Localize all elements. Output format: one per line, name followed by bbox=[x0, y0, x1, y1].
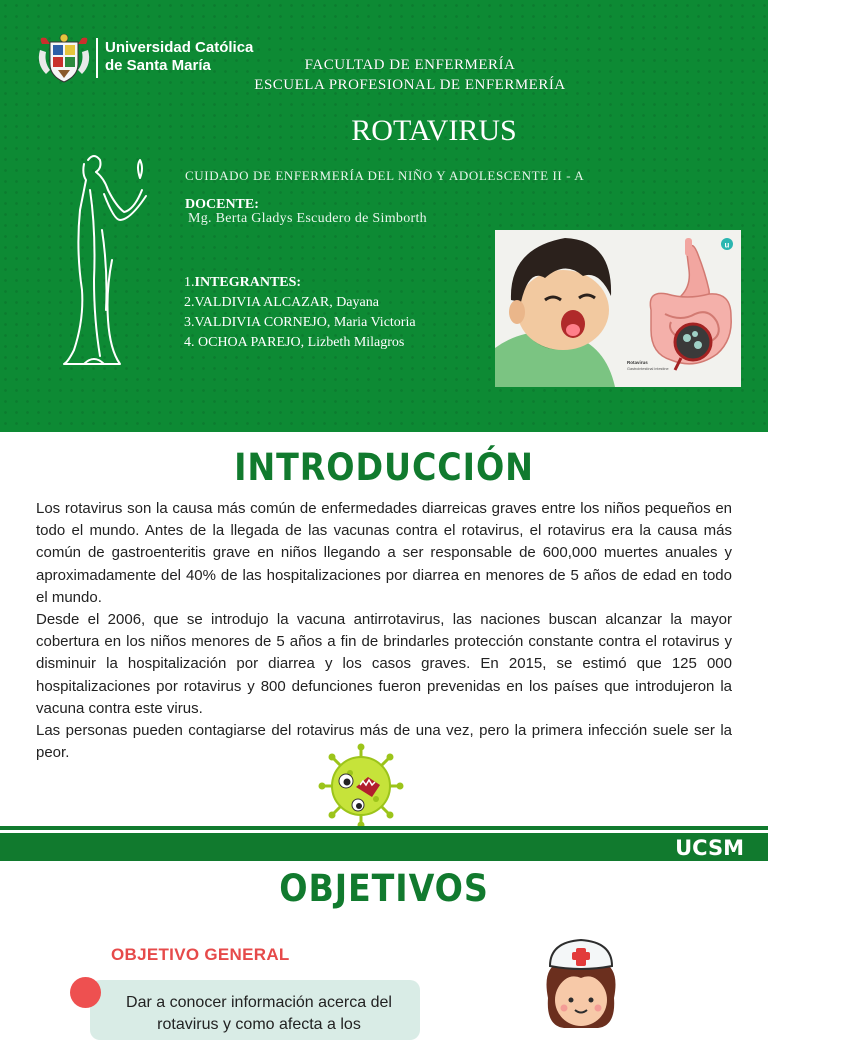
virus-cartoon-icon bbox=[318, 743, 404, 829]
brand-label: UCSM bbox=[675, 836, 744, 860]
docente-name: Mg. Berta Gladys Escudero de Simborth bbox=[188, 211, 427, 226]
logo-divider bbox=[96, 38, 98, 78]
child-and-intestine-illustration bbox=[495, 230, 741, 387]
course-name: CUIDADO DE ENFERMERÍA DEL NIÑO Y ADOLESCENTE II - A bbox=[185, 168, 585, 183]
nurse-cartoon-icon bbox=[538, 938, 624, 1028]
member-list bbox=[184, 293, 416, 353]
page-title: ROTAVIRUS bbox=[351, 114, 517, 147]
intro-heading: INTRODUCCIÓN bbox=[234, 446, 534, 489]
intro-paragraph: Las personas pueden contagiarse del rotavirus más de una vez, pero la primera infección suele ser la peor. bbox=[36, 722, 732, 762]
university-crest-icon bbox=[36, 30, 92, 86]
objective-bullet bbox=[70, 977, 101, 1008]
cover-header bbox=[0, 0, 768, 432]
faculty-line-1: FACULTAD DE ENFERMERÍA bbox=[304, 57, 516, 73]
intro-body bbox=[36, 498, 732, 764]
faculty-heading bbox=[200, 55, 620, 95]
member-item: 4. OCHOA PAREJO, Lizbeth Milagros bbox=[184, 335, 405, 350]
members-heading-label: INTEGRANTES: bbox=[194, 275, 302, 290]
members-heading bbox=[184, 273, 416, 293]
university-name-line-1: Universidad Católica bbox=[105, 39, 254, 56]
section-divider-line bbox=[0, 826, 768, 830]
intro-paragraph: Desde el 2006, que se introdujo la vacuna antirrotavirus, las naciones buscan alcanzar la mayor cobertura en los niños menores de 5 años a fin de brindarles protección constante contra el rotavirus y disminuir la hospitalización por diarrea y los casos graves. En 2015, se estimó que 125 000 hospitalizaciones por rotavirus y 800 defunciones fueron prevenidas en los países que introdujeron la vacuna contra este virus. bbox=[36, 611, 732, 717]
objectives-heading: OBJETIVOS bbox=[279, 867, 489, 910]
general-objective-label: OBJETIVO GENERAL bbox=[111, 945, 290, 964]
section-divider-band bbox=[0, 833, 768, 861]
faculty-line-2: ESCUELA PROFESIONAL DE ENFERMERÍA bbox=[254, 77, 566, 93]
docente-label: DOCENTE: bbox=[185, 197, 259, 212]
svg-text:u: u bbox=[724, 240, 730, 250]
members-block bbox=[184, 273, 416, 353]
sick-child-illustration bbox=[495, 230, 741, 387]
intro-paragraph: Los rotavirus son la causa más común de enfermedades diarreicas graves entre los niños pequeños en todo el mundo. Antes de la llegada de las vacunas contra el rotavirus, el rotavirus era la causa más común de gastroenteritis grave en niños llegando a ser responsable de 600,000 muertes anuales y aproximadamente del 40% de las hospitalizaciones por diarrea en menores de 5 años de edad en todo el mundo. bbox=[36, 500, 732, 606]
image-caption-title: Rotavirus bbox=[627, 360, 648, 365]
university-name-line-2: de Santa María bbox=[105, 57, 211, 74]
member-item: 2.VALDIVIA ALCAZAR, Dayana bbox=[184, 295, 379, 310]
general-objective-box: Dar a conocer información acerca del rotavirus y como afecta a los bbox=[90, 980, 420, 1040]
member-item: 3.VALDIVIA CORNEJO, Maria Victoria bbox=[184, 315, 416, 330]
virgin-statue-outline-icon bbox=[60, 150, 160, 370]
image-caption-subtitle: Gastrointestinal intestine bbox=[627, 367, 669, 371]
members-heading-number: 1. bbox=[184, 275, 195, 290]
